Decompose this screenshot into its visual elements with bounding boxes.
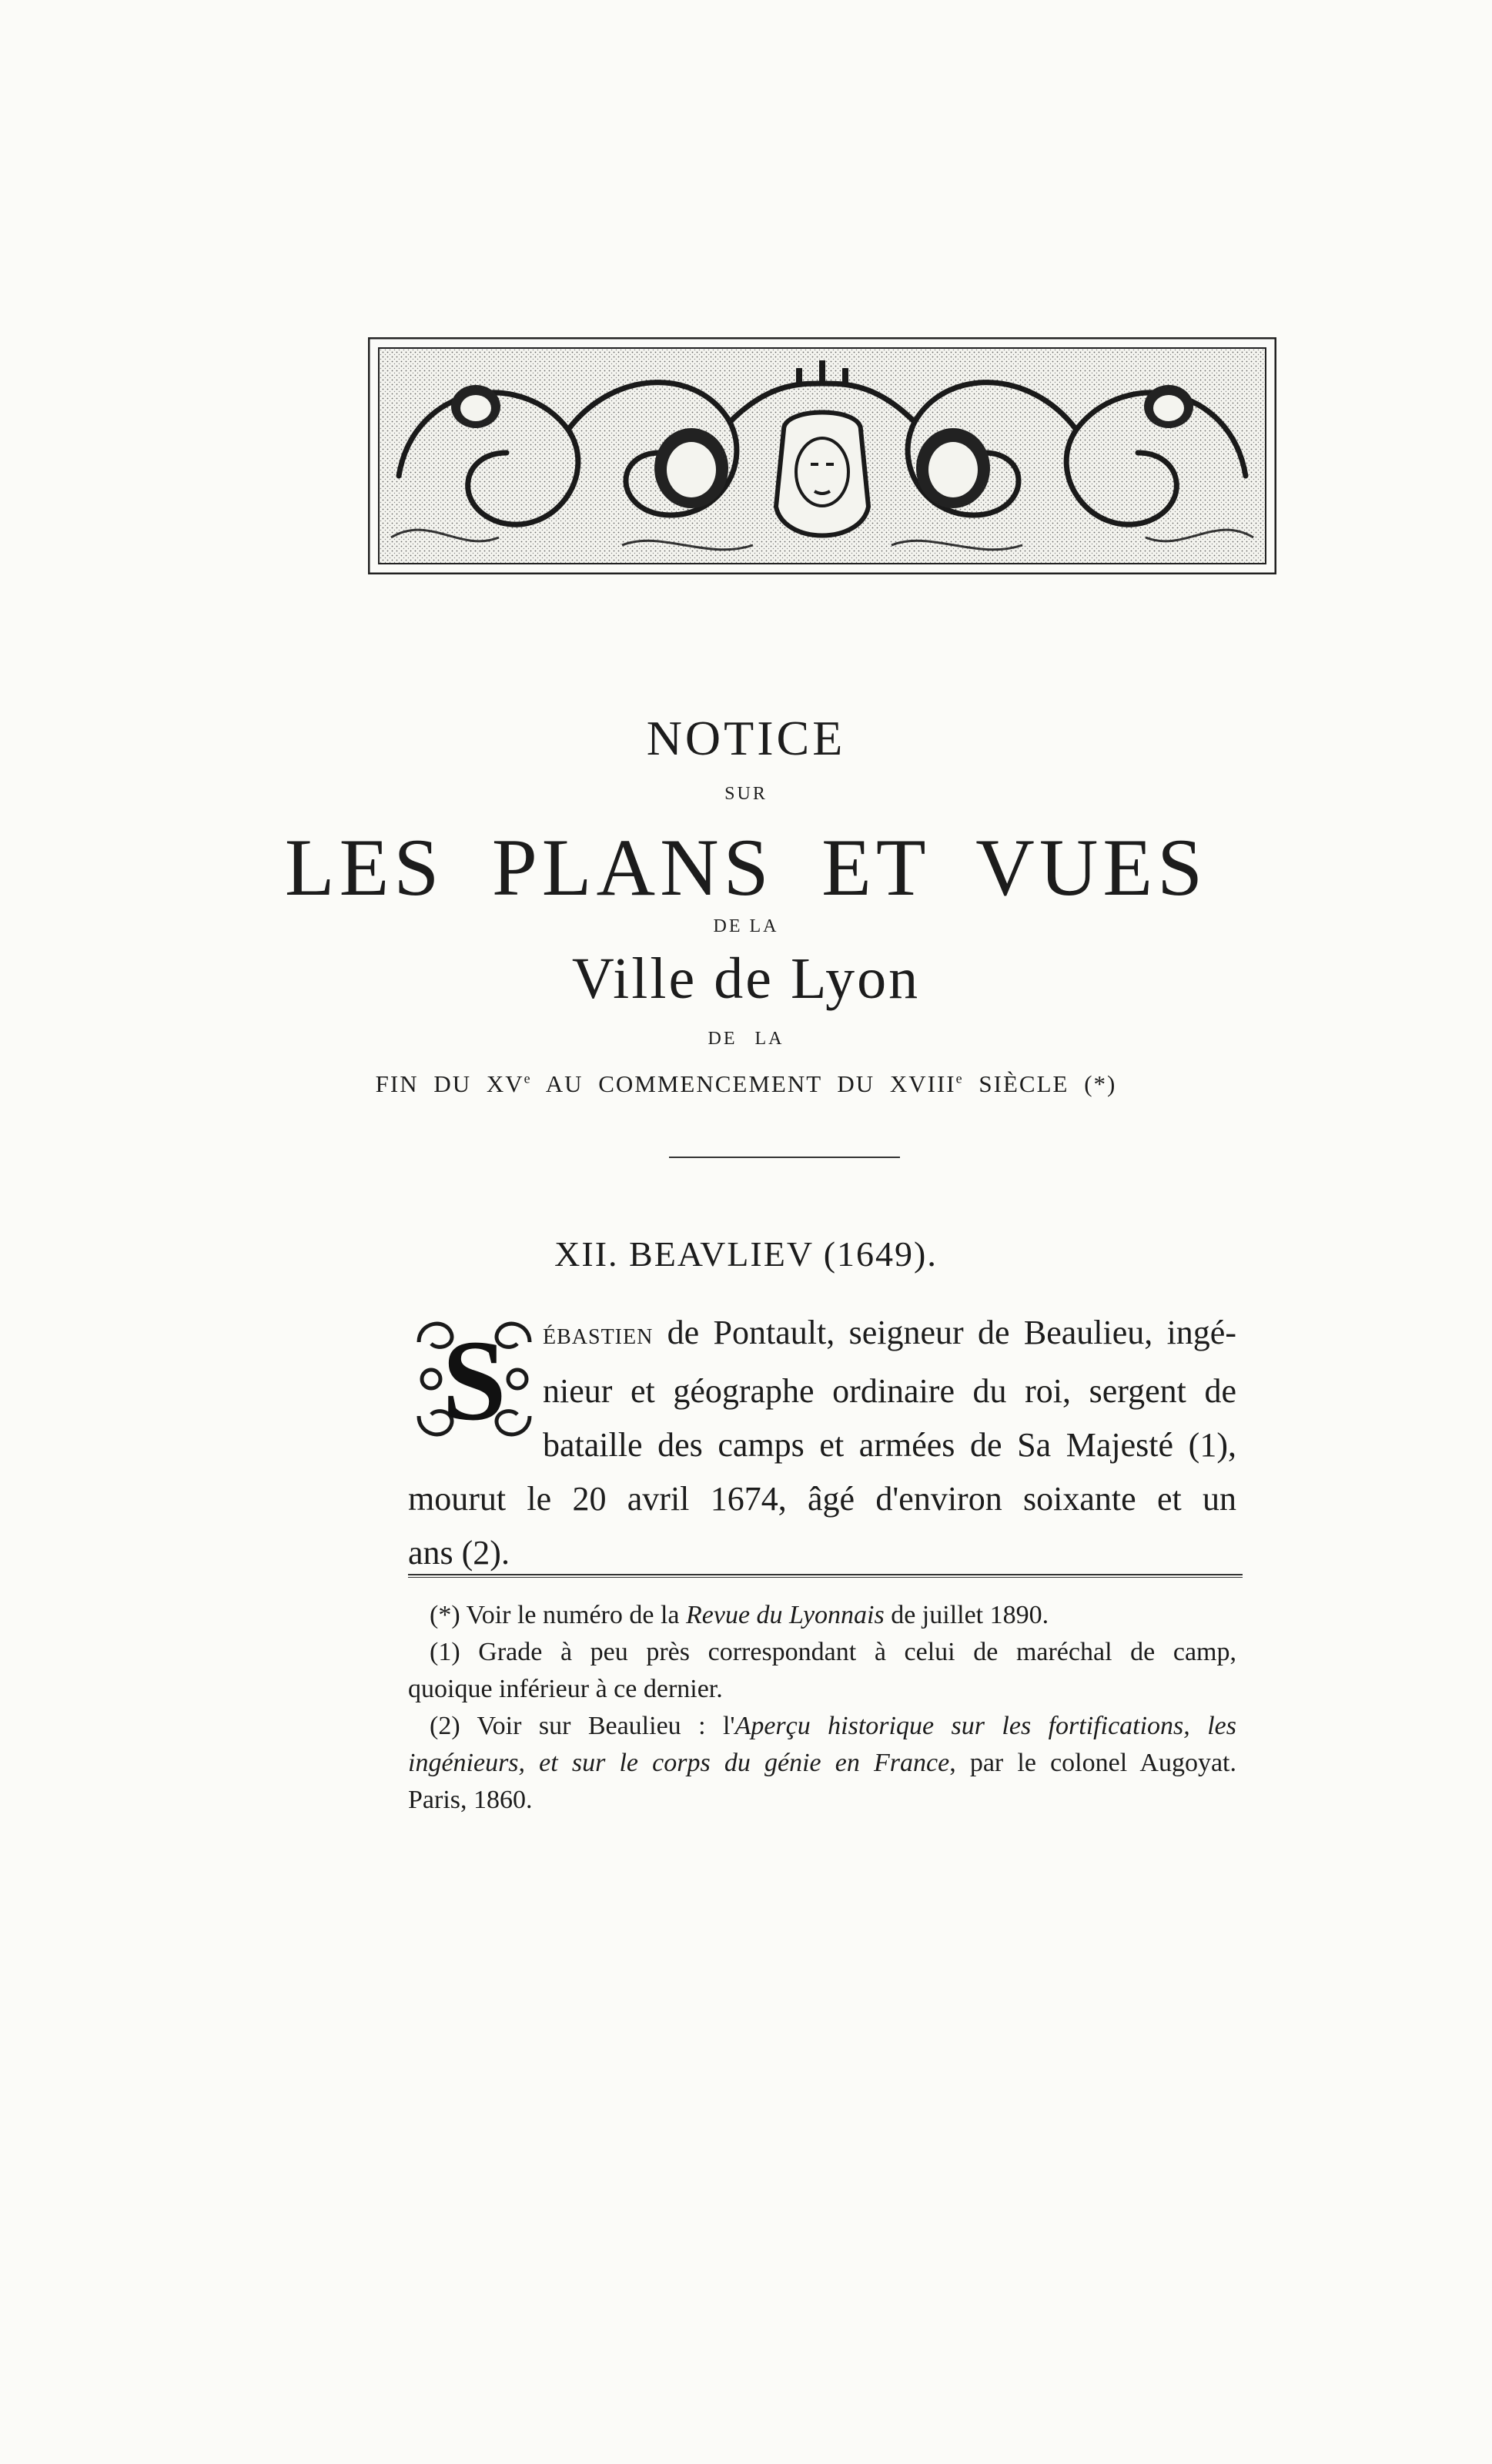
footnote-2-line-2 [408,1745,1236,1782]
footnote-2-text-b: , par le colonel Augoyat. [949,1749,1236,1777]
paragraph-line-5: ans (2). [408,1534,510,1572]
title-period-middle: AU COMMENCEMENT DU XVIII [531,1070,956,1097]
title-period-end: SIÈCLE (*) [963,1070,1117,1097]
footnote-2-line-1 [408,1708,1236,1745]
footnote-star [408,1597,1236,1634]
paragraph-line-3: bataille des camps et armées de Sa Majesté (1), [543,1426,1236,1464]
paragraph-line-1-text: de Pontault, seigneur de Beaulieu, ingé- [653,1314,1236,1351]
paragraph-line-1 [408,1306,1236,1364]
footnote-2-text-a: (2) Voir sur Beaulieu : l' [430,1712,735,1740]
title-period-sup-2: e [955,1070,964,1086]
footnotes [408,1597,1236,1819]
footnote-star-text-a: (*) Voir le numéro de la [430,1601,686,1629]
title-notice: NOTICE [646,711,846,765]
footnote-2-line-3: Paris, 1860. [408,1786,533,1814]
title-period [0,1070,1492,1098]
footnote-separator [408,1574,1243,1578]
paragraph-line-2: nieur et géographe ordinaire du roi, sergent de [543,1372,1236,1410]
title-sur: SUR [724,784,768,804]
body-paragraph [408,1306,1236,1580]
title-period-sup-1: e [524,1070,532,1086]
title-period-start: FIN DU XV [375,1070,524,1097]
footnote-star-italic: Revue du Lyonnais [686,1601,885,1629]
paragraph-smallcaps-word: ÉBASTIEN [543,1325,654,1349]
footnote-star-text-b: de juillet 1890. [884,1601,1049,1629]
title-divider [669,1157,900,1158]
section-heading: XII. BEAVLIEV (1649). [554,1234,938,1274]
title-ville-de-lyon: Ville de Lyon [571,946,921,1011]
footnote-1-line-1: (1) Grade à peu près correspondant à celui de maréchal de camp, [430,1638,1236,1666]
title-de-la-1: DE LA [713,916,779,936]
title-de-la-2: DE LA [708,1029,784,1049]
footnote-2-italic-1: Aperçu historique sur les fortifications, les [734,1712,1236,1740]
page-title: LES PLANS ET VUES [284,822,1208,912]
footnote-1-line-2: quoique inférieur à ce dernier. [408,1675,723,1703]
ornamental-headpiece [368,337,1276,574]
paragraph-line-4: mourut le 20 avril 1674, âgé d'environ soixante et un [408,1480,1236,1518]
footnote-2-italic-2: ingénieurs, et sur le corps du génie en France [408,1749,950,1777]
svg-text:S: S [442,1317,507,1445]
